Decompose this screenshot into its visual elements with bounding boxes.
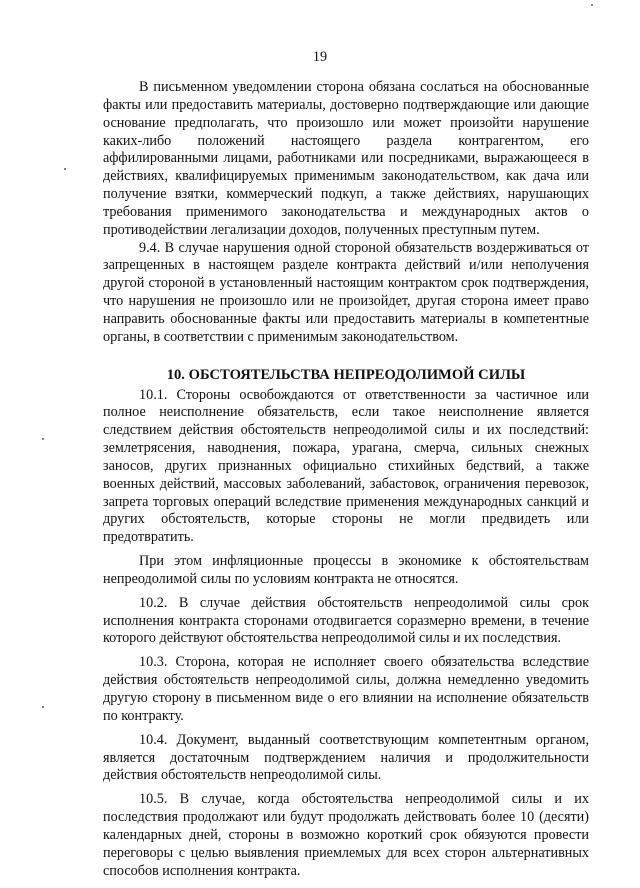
page-number: 19 bbox=[312, 49, 328, 65]
scan-speck bbox=[591, 4, 593, 6]
paragraph-10-4: 10.4. Документ, выданный соответствующим компетентным органом, является достаточным подтверждением наличия и продолжительности действия обстоятельств непреодолимой силы. bbox=[103, 731, 589, 784]
paragraph-10-2: 10.2. В случае действия обстоятельств непреодолимой силы срок исполнения контракта сторонами отодвигается соразмерно времени, в течение которого действуют обстоятельства непреодолимой силы и их последствия. bbox=[103, 594, 589, 647]
scan-speck bbox=[64, 168, 66, 170]
paragraph-inflation: При этом инфляционные процессы в экономике к обстоятельствам непреодолимой силы по условиям контракта не относятся. bbox=[103, 553, 589, 587]
paragraph-10-5: 10.5. В случае, когда обстоятельства непреодолимой силы и их последствия продолжают или будут продолжать действовать более 10 (десяти) календарных дней, стороны в возможно короткий срок обязуются провести переговоры с целью выявления приемлемых для всех сторон альтернативных способов исполнения контракта. bbox=[103, 791, 589, 879]
scan-speck bbox=[42, 438, 44, 440]
paragraph-10-3: 10.3. Сторона, которая не исполняет своего обязательства вследствие действия обстоятельств непреодолимой силы, должна немедленно уведомить другую сторону в письменном виде о его влиянии на исполнение обязательств по контракту. bbox=[103, 654, 589, 724]
document-body bbox=[103, 79, 589, 880]
section-title: 10. ОБСТОЯТЕЛЬСТВА НЕПРЕОДОЛИМОЙ СИЛЫ bbox=[166, 366, 526, 383]
paragraph-9-4: 9.4. В случае нарушения одной стороной обязательств воздерживаться от запрещенных в настоящем разделе контракта действий и/или неполучения другой стороной в установленный настоящим контрактом срок подтверждения, что нарушения не произошло или не произойдет, другая сторона имеет право направить обоснованные факты или предоставить материалы в компетентные органы, в соответствии с применимым законодательством. bbox=[103, 239, 589, 345]
paragraph-10-1: 10.1. Стороны освобождаются от ответственности за частичное или полное неисполнение обязательств, если такое неисполнение является следствием действия обстоятельств непреодолимой силы и их последствий: землетрясения, наводнения, пожара, урагана, смерча, сильных снежных заносов, других признанных официально стихийных бедствий, а также военных действий, массовых заболеваний, забастовок, ограничения перевозок, запрета торговых операций вследствие применения международных санкций и других обстоятельств, которые стороны не могли предвидеть или предотвратить. bbox=[103, 386, 589, 546]
paragraph-notification: В письменном уведомлении сторона обязана сослаться на обоснованные факты или предоставить материалы, достоверно подтверждающие или дающие основание предполагать, что произошло или может произойти нарушение каких-либо положений настоящего раздела контрагентом, его аффилированными лицами, работниками или посредниками, выражающееся в действиях, квалифицируемых применимым законодательством, как дача или получение взятки, коммерческий подкуп, а также действиях, нарушающих требования применимого законодательства и международных актов о противодействии легализации доходов, полученных преступным путем. bbox=[103, 79, 589, 238]
scan-speck bbox=[42, 706, 44, 708]
